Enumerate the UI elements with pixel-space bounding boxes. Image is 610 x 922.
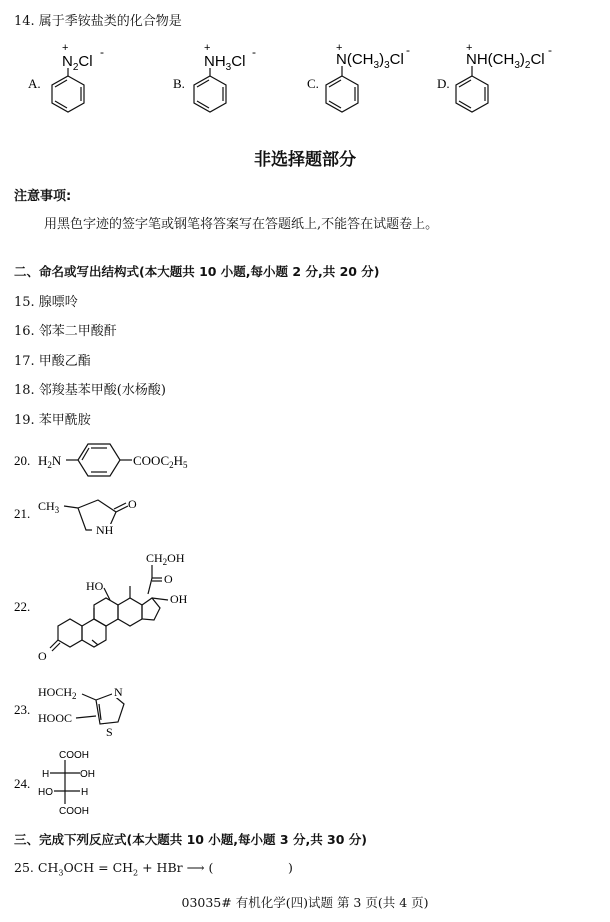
svg-text:-: - [406,43,410,57]
option-a-letter: A. [28,76,41,91]
option-b-letter: B. [173,76,185,91]
svg-text:OH: OH [80,769,95,780]
option-a [28,42,104,112]
svg-text:S: S [106,725,113,739]
svg-text:+: + [466,42,473,54]
question-16: 16. 邻苯二甲酸酐 [14,324,117,339]
page-footer: 03035# 有机化学(四)试题 第 3 页(共 4 页) [181,895,429,910]
option-d-formula: $NH(CH_3)_2Cl$ [466,51,545,71]
question-22-structure [0,548,220,668]
question-14-options [0,40,610,125]
svg-text:-: - [100,45,104,59]
svg-text:COOH: COOH [59,750,89,761]
svg-text:-: - [252,45,256,59]
section-title: 非选择题部分 [254,150,356,170]
option-b-formula: $NH_3Cl$ [204,53,246,73]
svg-text:N: N [114,685,123,699]
question-17: 17. 甲酸乙酯 [14,354,91,369]
svg-text:HOCH2: $HOCH_2$ [38,685,77,701]
svg-text:HOOC: HOOC [38,711,73,725]
svg-text:O: O [128,497,137,511]
svg-text:H: H [81,787,89,798]
question-24-structure [0,748,200,816]
part3-heading: 三、完成下列反应式(本大题共 10 小题,每小题 3 分,共 30 分) [14,832,368,847]
svg-text:24.: 24. [14,776,31,791]
svg-text:22.: 22. [14,599,31,614]
question-18: 18. 邻羧基苯甲酸(水杨酸) [14,383,166,398]
option-d-letter: D. [437,76,450,91]
svg-text:O: O [38,649,47,663]
svg-text:+: + [204,42,211,54]
svg-text:O: O [164,572,173,586]
svg-text:20.: 20. [14,453,31,468]
svg-text:NH: NH [96,523,114,537]
option-b [173,42,256,112]
part2-heading: 二、命名或写出结构式(本大题共 10 小题,每小题 2 分,共 20 分) [14,264,380,279]
svg-text:-: - [548,43,552,57]
option-a-formula: $N_2Cl$ [62,53,93,73]
notice-heading: 注意事项: [14,189,72,204]
svg-text:23.: 23. [14,702,31,717]
question-15: 15. 腺嘌呤 [14,295,78,310]
svg-text:H2N: $H_2N$ [38,453,62,470]
svg-text:H: H [42,769,50,780]
question-25-close: ) [288,860,293,875]
question-20-structure [0,438,250,482]
question-25: 25. $CH_3OCH = CH_2$ + HBr ⟶ ( [14,860,214,878]
svg-text:COOC2H5: $COOC_2H_5$ [133,453,188,470]
svg-text:CH2OH: $CH_2OH$ [146,551,185,567]
option-c-letter: C. [307,76,319,91]
notice-body: 用黑色字迹的签字笔或钢笔将答案写在答题纸上,不能答在试题卷上。 [44,217,439,232]
question-21-structure [0,490,200,540]
svg-text:CH3: $CH_3$ [38,499,60,515]
svg-text:HO: HO [38,787,53,798]
option-d [437,42,552,112]
svg-text:21.: 21. [14,506,31,521]
question-14-stem: 14. 属于季铵盐类的化合物是 [14,14,182,29]
option-c [307,42,410,112]
question-19: 19. 苯甲酰胺 [14,413,91,428]
svg-text:HO: HO [86,579,104,593]
option-c-formula: $N(CH_3)_3Cl$ [336,51,404,71]
question-23-structure [0,682,200,740]
svg-text:OH: OH [170,592,188,606]
svg-text:+: + [336,42,343,54]
option-a-plus: + [62,42,69,54]
svg-text:COOH: COOH [59,806,89,816]
